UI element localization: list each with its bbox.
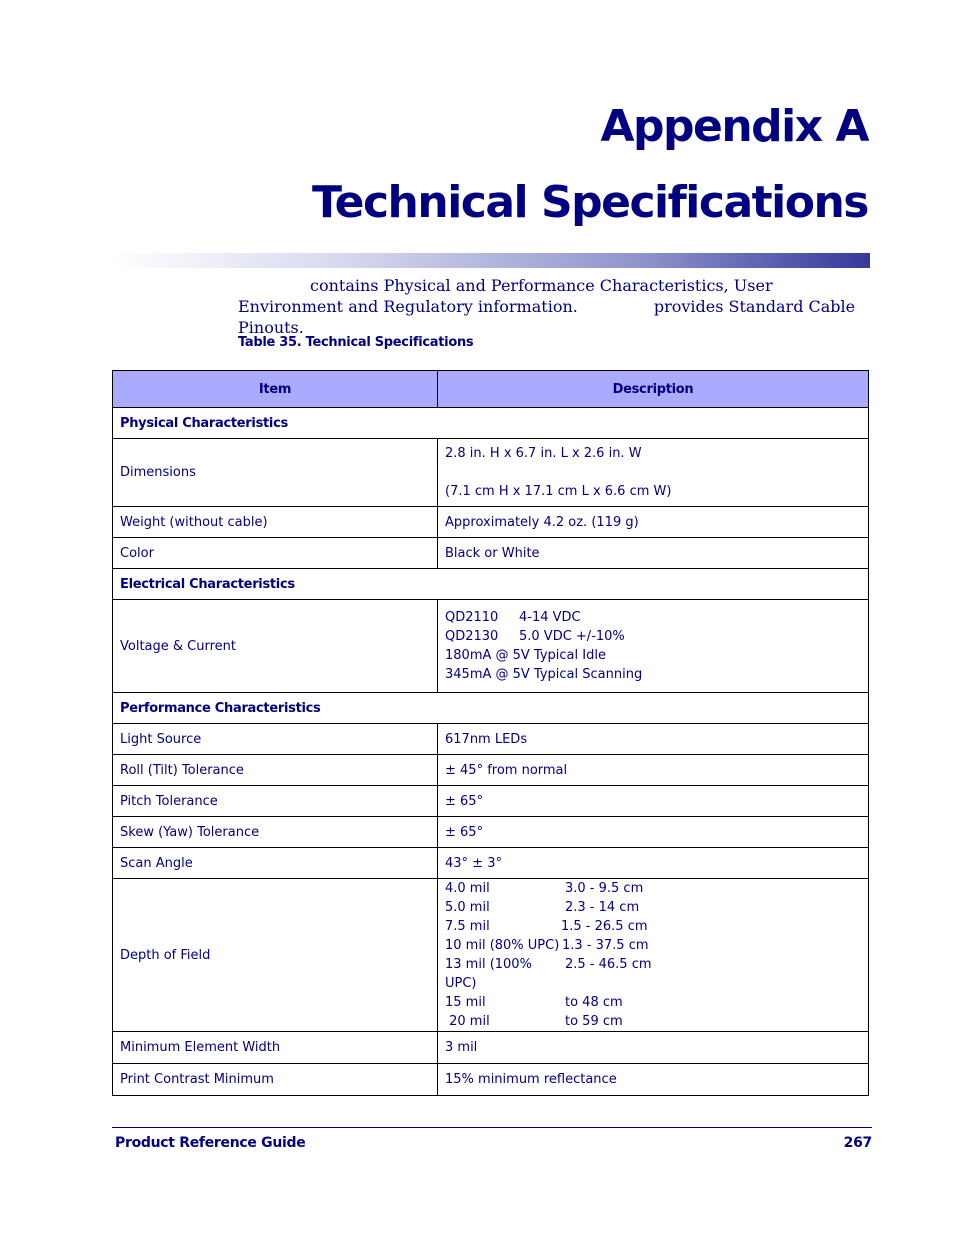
intro-part3: provides Standard Cable Pinouts. [238, 297, 856, 337]
row-label: Depth of Field [113, 879, 438, 1032]
dof-line: 15 mil to 48 cm [445, 995, 623, 1010]
table-caption: Table 35. Technical Specifications [238, 335, 474, 350]
row-label: Weight (without cable) [113, 507, 438, 538]
dof-line: 5.0 mil 2.3 - 14 cm [445, 900, 640, 915]
dimensions-inches: 2.8 in. H x 6.7 in. L x 2.6 in. W [445, 446, 642, 461]
table-row [113, 879, 869, 1032]
row-value: 3 mil [438, 1032, 869, 1064]
row-value: ± 65° [438, 786, 869, 817]
table-row [113, 507, 869, 538]
row-label: Scan Angle [113, 848, 438, 879]
chapter-title: Technical Specifications [311, 177, 868, 228]
dof-line: 10 mil (80% UPC) 1.3 - 37.5 cm [445, 938, 649, 953]
row-label: Roll (Tilt) Tolerance [113, 755, 438, 786]
table-header-row [113, 371, 869, 408]
dof-line: 20 mil to 59 cm [445, 1014, 623, 1029]
table-row [113, 755, 869, 786]
table-row [113, 786, 869, 817]
table-row [113, 848, 869, 879]
footer-guide-title: Product Reference Guide [115, 1135, 306, 1151]
table-row [113, 1032, 869, 1064]
row-label: Print Contrast Minimum [113, 1064, 438, 1096]
dof-line: 7.5 mil 1.5 - 26.5 cm [445, 919, 648, 934]
voltage-line: QD2110 4-14 VDC [445, 610, 581, 625]
row-value: Black or White [438, 538, 869, 569]
footer-rule [112, 1127, 872, 1128]
row-value: 43° ± 3° [438, 848, 869, 879]
dimensions-cm: (7.1 cm H x 17.1 cm L x 6.6 cm W) [445, 484, 672, 499]
idle-current: 180mA @ 5V Typical Idle [445, 648, 606, 663]
row-value: ± 45° from normal [438, 755, 869, 786]
row-label: Color [113, 538, 438, 569]
row-value: 617nm LEDs [438, 724, 869, 755]
table-row [113, 600, 869, 693]
row-value [438, 879, 869, 1032]
row-value [438, 600, 869, 693]
table-row [113, 724, 869, 755]
spec-table [112, 370, 869, 1096]
scanning-current: 345mA @ 5V Typical Scanning [445, 667, 643, 682]
intro-part1: contains Physical and Performance Characteristics, User Environment and [238, 276, 773, 316]
table-row [113, 439, 869, 507]
row-label: Skew (Yaw) Tolerance [113, 817, 438, 848]
section-title: Physical Characteristics [113, 408, 869, 439]
section-row-performance [113, 693, 869, 724]
row-value: Approximately 4.2 oz. (119 g) [438, 507, 869, 538]
intro-paragraph [238, 275, 858, 338]
dof-line: 4.0 mil 3.0 - 9.5 cm [445, 881, 644, 896]
row-label: Light Source [113, 724, 438, 755]
row-value [438, 439, 869, 507]
dof-line: 13 mil (100% UPC) 2.5 - 46.5 cm [445, 957, 652, 991]
section-row-physical [113, 408, 869, 439]
row-value: 15% minimum reflectance [438, 1064, 869, 1096]
table-row [113, 817, 869, 848]
voltage-line: QD2130 5.0 VDC +/-10% [445, 629, 625, 644]
column-header-item: Item [113, 371, 438, 408]
appendix-title: Appendix A [600, 101, 868, 152]
row-label: Voltage & Current [113, 600, 438, 693]
row-label: Pitch Tolerance [113, 786, 438, 817]
page-number: 267 [843, 1135, 872, 1151]
table-row [113, 538, 869, 569]
column-header-description: Description [438, 371, 869, 408]
section-title: Electrical Characteristics [113, 569, 869, 600]
section-row-electrical [113, 569, 869, 600]
gradient-divider [112, 253, 870, 268]
table-row [113, 1064, 869, 1096]
row-value: ± 65° [438, 817, 869, 848]
section-title: Performance Characteristics [113, 693, 869, 724]
intro-part2: Regulatory information. [383, 297, 578, 316]
row-label: Dimensions [113, 439, 438, 507]
row-label: Minimum Element Width [113, 1032, 438, 1064]
